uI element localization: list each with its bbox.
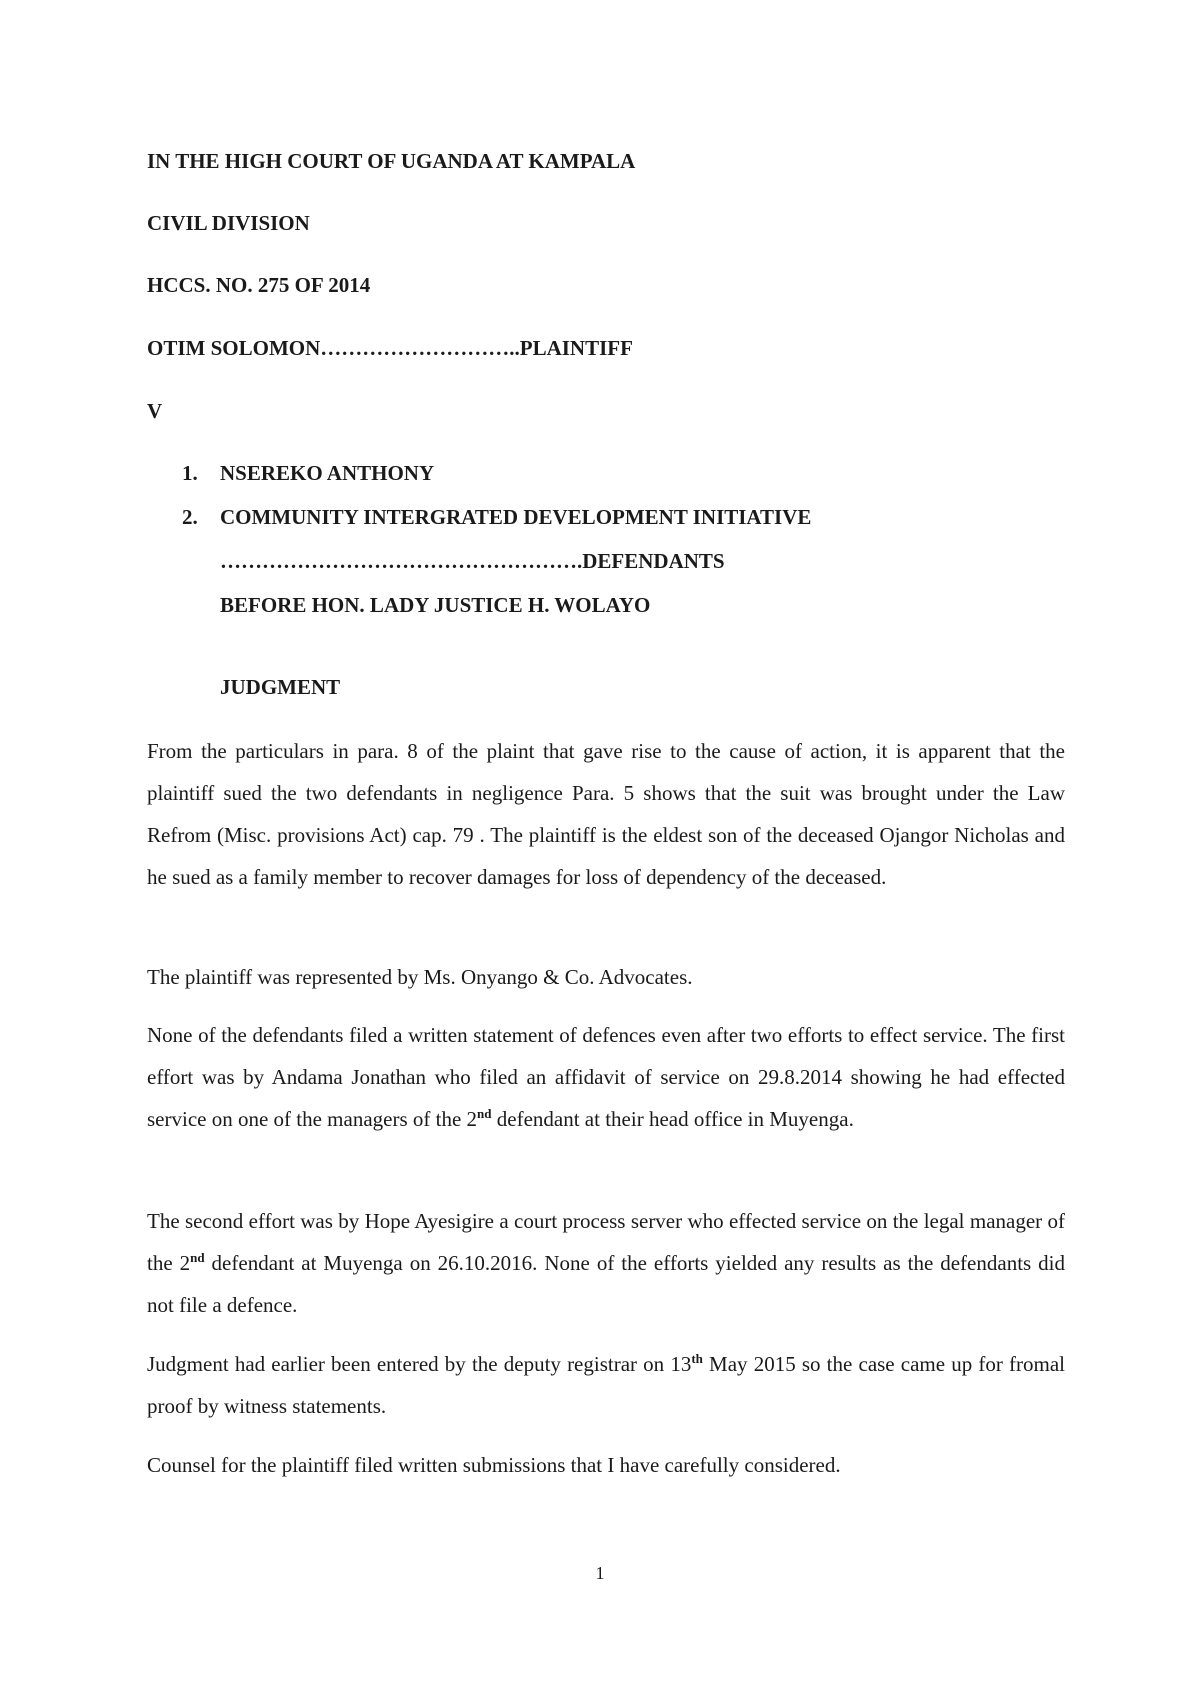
page-number: 1 bbox=[595, 1563, 605, 1583]
defendant-name: COMMUNITY INTERGRATED DEVELOPMENT INITIATIVE bbox=[220, 505, 812, 529]
ordinal-suffix: nd bbox=[190, 1250, 205, 1265]
paragraph-1: From the particulars in para. 8 of the plaint that gave rise to the cause of action, it is apparent that the plaintiff sued the two defendants in negligence Para. 5 shows that the suit was brought under the Law Refrom (Misc. provisions Act) cap. 79 . The plaintiff is the eldest son of the deceased Ojangor Nicholas and he sued as a family member to recover damages for loss of dependency of the deceased. bbox=[147, 739, 1065, 889]
paragraph-3: None of the defendants filed a written statement of defences even after two efforts to effect service. The first effort was by Andama Jonathan who filed an affidavit of service on 29.8.2014 showing he had effected service on one of the managers of the 2nd defendant at their head office in Muyenga. bbox=[147, 1023, 1065, 1131]
defendant-name: NSEREKO ANTHONY bbox=[220, 461, 435, 485]
ordinal-suffix: nd bbox=[477, 1106, 492, 1121]
defendants-line: …………………………………………….DEFENDANTS bbox=[220, 549, 725, 573]
before-judge: BEFORE HON. LADY JUSTICE H. WOLAYO bbox=[220, 593, 651, 617]
paragraph-4: The second effort was by Hope Ayesigire a court process server who effected service on the legal manager of the 2nd defendant at Muyenga on 26.10.2016. None of the efforts yielded any results as the defendants did not file a defence. bbox=[147, 1209, 1065, 1317]
defendant-number: 2. bbox=[182, 505, 198, 529]
versus-marker: V bbox=[147, 399, 163, 423]
defendant-number: 1. bbox=[182, 461, 198, 485]
division-title: CIVIL DIVISION bbox=[147, 211, 310, 235]
paragraph-5: Judgment had earlier been entered by the deputy registrar on 13th May 2015 so the case came up for fromal proof by witness statements. bbox=[147, 1351, 1065, 1418]
ordinal-suffix: th bbox=[691, 1351, 703, 1366]
case-number: HCCS. NO. 275 OF 2014 bbox=[147, 273, 371, 297]
judgment-heading: JUDGMENT bbox=[220, 675, 341, 699]
court-title: IN THE HIGH COURT OF UGANDA AT KAMPALA bbox=[147, 149, 636, 173]
paragraph-2: The plaintiff was represented by Ms. Onyango & Co. Advocates. bbox=[147, 965, 693, 989]
paragraph-6: Counsel for the plaintiff filed written submissions that I have carefully considered. bbox=[147, 1453, 841, 1477]
plaintiff-line: OTIM SOLOMON………………………..PLAINTIFF bbox=[147, 336, 633, 360]
